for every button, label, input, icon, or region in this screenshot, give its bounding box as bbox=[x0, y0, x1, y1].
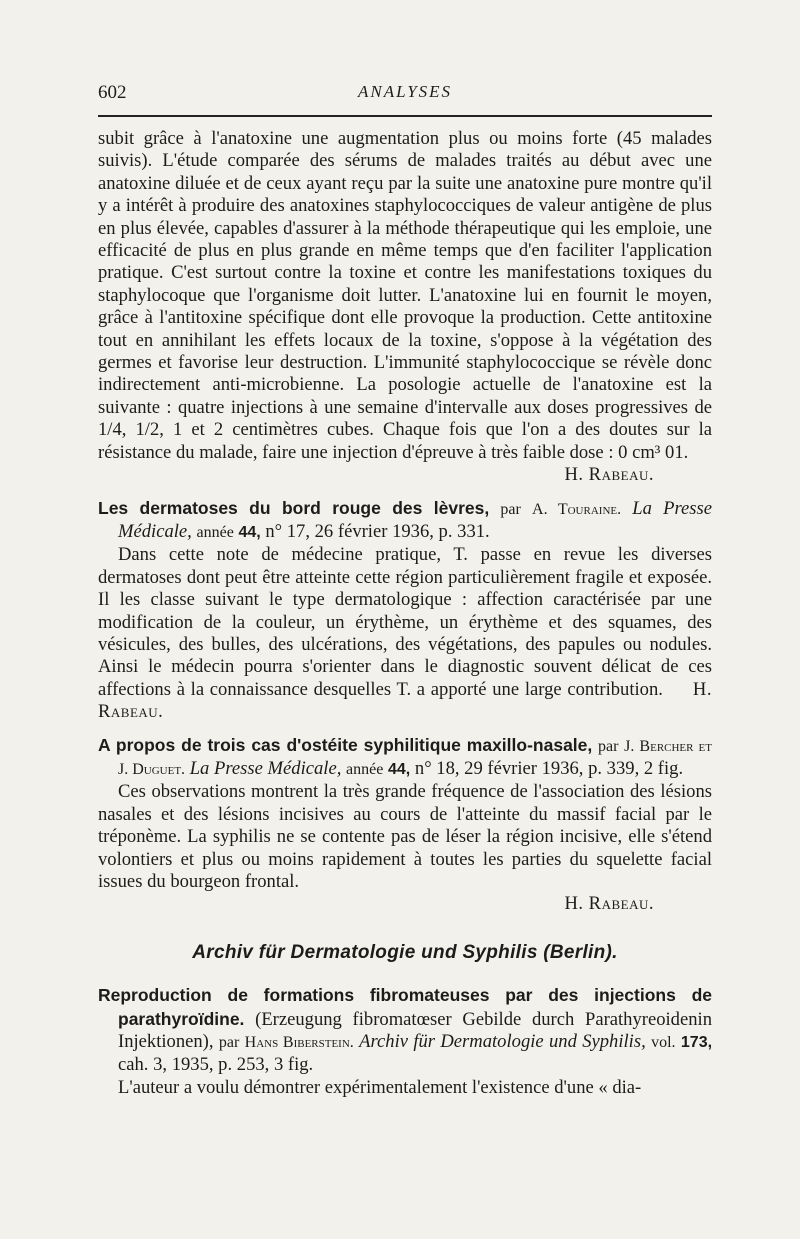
signature: H. Rabeau. bbox=[564, 893, 654, 915]
page-body bbox=[98, 128, 712, 1099]
page-number: 602 bbox=[98, 82, 127, 103]
reference-prefix: année bbox=[346, 760, 384, 778]
continued-paragraph: subit grâce à l'anatoxine une augmentation plus ou moins forte (45 malades suivis). L'étude comparée des sérums de malades traités au début avec une anatoxine diluée et de ceux ayant reçu par la suite une anatoxine pure montre qu'il y a intérêt à produire des anatoxines staphylococciques de valeur antigène de plus en plus élevée, capables d'assurer à la méthode thérapeutique qui les emploie, une efficacité de plus en plus grande en même temps que d'en faciliter l'application pratique. C'est surtout contre la toxine et contre les manifestations toxiques du staphylocoque que l'organisme doit lutter. L'anatoxine lui en fournit le moyen, grâce à l'antitoxine spécifique dont elle provoque la production. Cette antitoxine tout en annihilant les effets locaux de la toxine, s'oppose à la végétation des germes et favorise leur destruction. L'immunité staphylococcique se révèle donc indirectement anti-microbienne. La posologie actuelle de l'anatoxine est la suivante : quatre injections à une semaine d'intervalle aux doses progressives de 1/4, 1/2, 1 et 2 centimètres cubes. Chaque fois que l'on a des doutes sur la résistance du malade, faire une injection d'épreuve à très faible dose : 0 cm³ 01. bbox=[98, 128, 712, 463]
reference-details: cah. 3, 1935, p. 253, 3 fig. bbox=[118, 1054, 314, 1076]
article-title: Les dermatoses du bord rouge des lèvres, bbox=[98, 497, 490, 518]
volume-number: 44, bbox=[238, 523, 261, 541]
article-authors: J. Bercher et J. Duguet. bbox=[118, 737, 712, 778]
journal-name: La Presse Médicale, bbox=[189, 757, 342, 779]
reference-prefix: année bbox=[196, 523, 234, 541]
article-heading bbox=[98, 984, 712, 1077]
reference-details: n° 17, 26 février 1936, p. 331. bbox=[265, 520, 490, 542]
journal-name: La Presse Médicale, bbox=[118, 497, 712, 542]
article-body: Dans cette note de médecine pratique, T. passe en revue les diverses dermatoses dont peut être atteinte cette région particulièrement fragile et exposée. Il les classe suivant le type dermatologique : affection caractérisée par une modification de la couleur, un érythème, un érythème et des squames, des vésicules, des bulles, des ulcérations, des végétations, des papules ou nodules. Ainsi le médecin pourra s'orienter dans le diagnostic souvent délicat de ces affections à la connaissance desquelles T. a apporté une large contribution. bbox=[98, 544, 712, 700]
reference-prefix: vol. bbox=[651, 1034, 676, 1052]
article-text bbox=[98, 544, 712, 723]
article-heading bbox=[98, 734, 712, 782]
article-author: Hans Biberstein. bbox=[244, 1034, 354, 1052]
article-body: L'auteur a voulu démontrer expérimentalement l'existence d'une « dia- bbox=[118, 1076, 642, 1098]
signature: H. Rabeau. bbox=[98, 678, 712, 723]
volume-number: 44, bbox=[387, 760, 411, 778]
section-heading: Archiv für Dermatologie und Syphilis (Berlin). bbox=[192, 941, 618, 963]
byline-word: par bbox=[218, 1034, 240, 1052]
reference-details: n° 18, 29 février 1936, p. 339, 2 fig. bbox=[414, 757, 684, 779]
article-heading bbox=[98, 497, 712, 545]
header-rule bbox=[98, 115, 712, 117]
german-title: (Erzeugung fibromatœser Gebilde durch Parathyreoidenin Injektionen), bbox=[118, 1008, 712, 1053]
volume-number: 173, bbox=[680, 1034, 713, 1052]
article-body: Ces observations montrent la très grande fréquence de l'association des lésions nasales et des lésions incisives au cours de l'atteinte du massif facial par le tréponème. La syphilis ne se contente pas de léser la région incisive, elle s'étend volontiers et plus ou moins rapidement à toutes les parties du squelette facial issues du bourgeon frontal. bbox=[98, 781, 712, 892]
journal-name: Archiv für Dermatologie und Syphilis, bbox=[359, 1031, 646, 1053]
running-title: ANALYSES bbox=[357, 82, 453, 101]
article-author: A. Touraine. bbox=[532, 500, 622, 518]
byline-word: par bbox=[500, 500, 521, 518]
article-title: Reproduction de formations fibromateuses par des injections de parathyroïdine. bbox=[98, 985, 712, 1029]
byline-word: par bbox=[597, 737, 619, 755]
signature: H. Rabeau. bbox=[564, 464, 654, 486]
page-header bbox=[98, 82, 712, 112]
article-title: A propos de trois cas d'ostéite syphilitique maxillo-nasale, bbox=[98, 734, 593, 755]
